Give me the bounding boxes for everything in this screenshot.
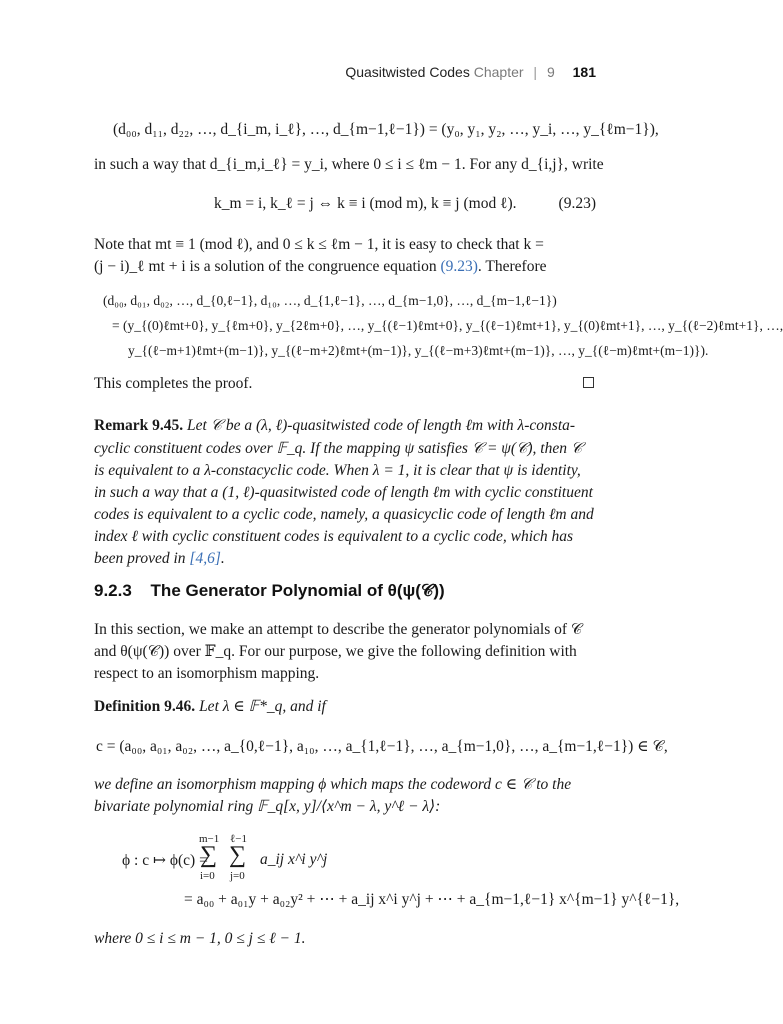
phi-lhs: ϕ : c ↦ ϕ(c) = xyxy=(122,852,208,869)
remark-last-text: been proved in xyxy=(94,550,186,567)
mapping-line-1: (d₀₀, d₀₁, d₀₂, …, d_{0,ℓ−1}, d₁₀, …, d_{1,ℓ−1}, …, d_{m−1,0}, …, d_{m−1,ℓ−1}) xyxy=(103,293,557,308)
sigma-symbol-2: ∑ xyxy=(229,842,247,868)
remark-line-5: codes is equivalent to a cyclic code, namely, a quasicyclic code of length ℓm and xyxy=(94,506,594,523)
equation-number-9-23: (9.23) xyxy=(558,195,596,212)
index-range: where 0 ≤ i ≤ m − 1, 0 ≤ j ≤ ℓ − 1. xyxy=(94,930,306,947)
section-number: 9.2.3 xyxy=(94,581,132,600)
definition-line-3: bivariate polynomial ring 𝔽_q[x, y]/⟨x^m − λ, y^ℓ − λ⟩: xyxy=(94,798,441,815)
intro-line-1: In this section, we make an attempt to describe the generator polynomials of 𝒞 xyxy=(94,621,583,638)
remark-text-1: Let 𝒞 be a (λ, ℓ)-quasitwisted code of length ℓm with λ-consta- xyxy=(187,417,576,434)
remark-line-6: index ℓ with cyclic constituent codes is equivalent to a cyclic code, which has xyxy=(94,528,574,545)
running-header xyxy=(345,64,596,80)
phi-expansion: = a₀₀ + a₀₁y + a₀₂y² + ⋯ + a_ij x^i y^j + ⋯ + a_{m−1,ℓ−1} x^{m−1} y^{ℓ−1}, xyxy=(184,891,680,908)
equation-9-23: k_m = i, k_ℓ = j ⇔ k ≡ i (mod m), k ≡ j (mod ℓ). xyxy=(214,195,517,212)
definition-line-2: we define an isomorphism mapping ϕ which maps the codeword c ∈ 𝒞 to the xyxy=(94,776,572,793)
section-title: The Generator Polynomial of θ(ψ(𝒞)) xyxy=(150,581,445,600)
remark-line-3: is equivalent to a λ-constacyclic code. When λ = 1, it is clear that ψ is identity, xyxy=(94,462,581,479)
codeword-equation: c = (a₀₀, a₀₁, a₀₂, …, a_{0,ℓ−1}, a₁₀, …, a_{1,ℓ−1}, …, a_{m−1,0}, …, a_{m−1,ℓ−1}) ∈ 𝒞, xyxy=(96,738,668,755)
sum-upper-2: ℓ−1 xyxy=(230,833,247,845)
equation-reference-link[interactable]: (9.23) xyxy=(440,258,478,275)
mapping-line-2: = (y_{(0)ℓmt+0}, y_{ℓm+0}, y_{2ℓm+0}, …, y_{(ℓ−1)ℓmt+0}, y_{(ℓ−1)ℓmt+1}, y_{(0)ℓmt+1}, …, y_{(ℓ−2)ℓmt+1}, …, xyxy=(112,318,783,333)
header-chapter-label: Chapter xyxy=(473,64,524,80)
intro-line-2: and θ(ψ(𝒞)) over 𝔽_q. For our purpose, we give the following definition with xyxy=(94,643,577,660)
page-number: 181 xyxy=(572,64,596,80)
definition-line xyxy=(94,696,326,718)
remark-line-1 xyxy=(94,415,575,437)
note-text-b: . Therefore xyxy=(477,258,547,275)
remark-label: Remark 9.45. xyxy=(94,417,184,434)
remark-last-period: . xyxy=(220,550,225,567)
definition-text: Let λ ∈ 𝔽*_q, and if xyxy=(199,698,326,715)
header-book-title: Quasitwisted Codes xyxy=(345,64,470,80)
header-chapter-number: 9 xyxy=(546,64,555,80)
mapping-line-3: y_{(ℓ−m+1)ℓmt+(m−1)}, y_{(ℓ−m+2)ℓmt+(m−1)}, y_{(ℓ−m+3)ℓmt+(m−1)}, …, y_{(ℓ−m)ℓmt+(m−1)}). xyxy=(128,343,709,358)
definition-label: Definition 9.46. xyxy=(94,698,196,715)
sigma-symbol-1: ∑ xyxy=(200,842,218,868)
proof-conclusion: This completes the proof. xyxy=(94,375,253,392)
citation-link[interactable]: [4,6] xyxy=(189,550,221,567)
paragraph-note-line1: Note that mt ≡ 1 (mod ℓ), and 0 ≤ k ≤ ℓm − 1, it is easy to check that k = xyxy=(94,236,544,253)
remark-line-2: cyclic constituent codes over 𝔽_q. If the mapping ψ satisfies 𝒞 = ψ(𝒞), then 𝒞 xyxy=(94,440,583,457)
summand: a_ij x^i y^j xyxy=(260,851,328,868)
paragraph-such-that: in such a way that d_{i_m,i_ℓ} = y_i, where 0 ≤ i ≤ ℓm − 1. For any d_{i,j}, write xyxy=(94,156,604,173)
intro-line-3: respect to an isomorphism mapping. xyxy=(94,665,320,682)
note-text-a: (j − i)_ℓ mt + i is a solution of the congruence equation xyxy=(94,258,437,275)
header-separator: | xyxy=(533,64,538,80)
equation-d-to-y: (d₀₀, d₁₁, d₂₂, …, d_{i_m, i_ℓ}, …, d_{m−1,ℓ−1}) = (y₀, y₁, y₂, …, y_i, …, y_{ℓm−1}), xyxy=(113,121,659,138)
sum-upper-1: m−1 xyxy=(199,833,220,845)
remark-line-7 xyxy=(94,548,225,570)
section-heading xyxy=(94,581,445,601)
paragraph-note-line2 xyxy=(94,256,546,278)
remark-line-4: in such a way that a (1, ℓ)-quasitwisted code of length ℓm with cyclic constituent xyxy=(94,484,593,501)
sum-lower-2: j=0 xyxy=(230,870,245,882)
qed-symbol xyxy=(583,377,594,388)
sum-lower-1: i=0 xyxy=(200,870,215,882)
